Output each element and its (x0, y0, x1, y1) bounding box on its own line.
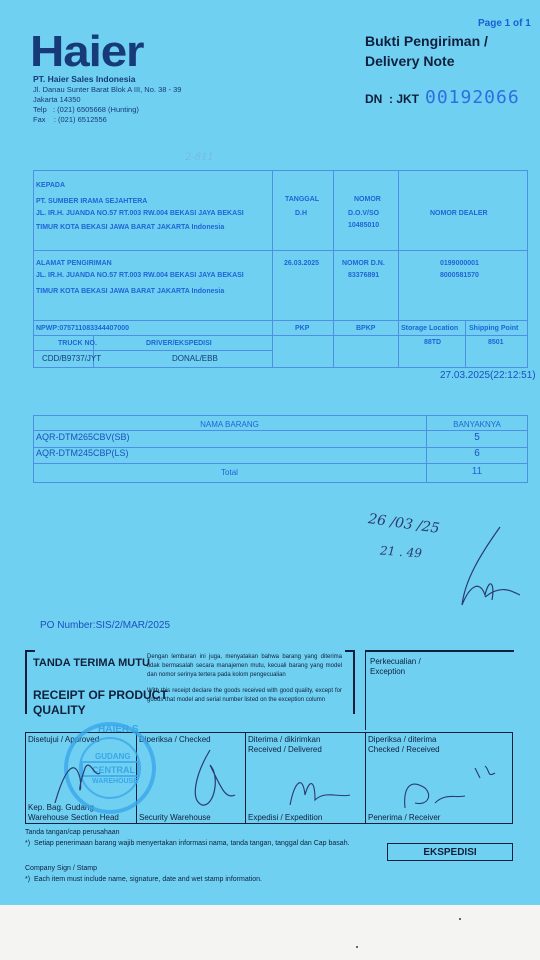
signature-cell-top-label: Diperiksa / diterima Checked / Received (368, 735, 440, 754)
signature-cell-bottom-label: Expedisi / Expedition (248, 813, 323, 822)
haier-logo: Haier (30, 27, 144, 76)
handwritten-date: 26 /03 /25 (367, 511, 441, 537)
recipient-address-1: JL. IR.H. JUANDA NO.57 RT.003 RW.004 BEKASI JAYA BEKASI (36, 210, 244, 217)
dealer-value-2: 8000581570 (440, 272, 479, 279)
shipping-point-value: 8501 (488, 339, 504, 346)
recipient-name: PT. SUMBER IRAMA SEJAHTERA (36, 198, 148, 205)
company-address-2: Jakarta 14350 (33, 95, 81, 104)
timestamp: 27.03.2025(22:12:51) (440, 370, 536, 381)
company-name: PT. Haier Sales Indonesia (33, 74, 136, 84)
stamp-text-gudang: GUDANG (95, 752, 131, 761)
nomor-label: NOMOR (354, 196, 381, 203)
nomor-value-1: D.O.V/SO (348, 210, 380, 217)
nomor-dn-value: 83376891 (348, 272, 380, 279)
scan-speck-1 (459, 918, 461, 920)
stamp-text-top: HAIER S (98, 724, 139, 735)
stamp-text-warehouse: WAREHOUSE (92, 778, 138, 785)
exception-label: Perkecualian / Exception (370, 657, 421, 676)
kepada-label: KEPADA (36, 182, 66, 189)
receipt-text-id: Dengan lembaran ini juga, menyatakan bahwa barang yang diterima tidak bermasalah secara manajemen mutu, kecuali barang yang model dan nomor serinya tertera pada kolom pengecualian (147, 654, 342, 678)
storage-location-label: Storage Location (401, 325, 459, 332)
items-total-value: 11 (471, 466, 483, 477)
items-total-label: Total (221, 468, 238, 477)
handwritten-faint-note: 2-811 (185, 152, 214, 163)
nomor-dn-label: NOMOR D.N. (342, 260, 385, 267)
recipient-address-2: TIMUR KOTA BEKASI JAWA BARAT JAKARTA Indonesia (36, 224, 225, 231)
shipping-point-label: Shipping Point (469, 325, 519, 332)
receipt-right-bracket (345, 650, 355, 714)
signature-cell-top-label: Diterima / dikirimkan Received / Delivered (248, 735, 322, 754)
stamp-text-central: CENTRAL (92, 765, 135, 775)
expedition-signature (285, 770, 355, 810)
security-signature (180, 745, 240, 815)
approver-signature (45, 748, 115, 808)
ekspedisi-box: EKSPEDISI (387, 843, 513, 861)
signature-cell-top-label: Disetujui / Approved (28, 735, 100, 744)
po-number: PO Number:SIS/2/MAR/2025 (40, 620, 171, 631)
shipping-label: ALAMAT PENGIRIMAN (36, 260, 112, 267)
note-sign-stamp-id: Tanda tangan/cap perusahaan (25, 829, 120, 836)
company-address-1: Jl. Danau Sunter Barat Blok A III, No. 38 - 39 (33, 85, 182, 94)
item-name: AQR-DTM245CBP(LS) (36, 448, 129, 458)
tanggal-value: D.H (295, 210, 308, 217)
note-requirement-id: *) Setiap penerimaan barang wajib menyertakan informasi nama, tanda tangan, tanggal dan Cap basah. (25, 840, 350, 847)
note-sign-stamp-en: Company Sign / Stamp (25, 865, 97, 872)
shipping-address-2: TIMUR KOTA BEKASI JAWA BARAT JAKARTA Indonesia (36, 288, 225, 295)
items-header-qty: BANYAKNYA (453, 420, 501, 429)
handwritten-time: 21 . 49 (379, 543, 423, 561)
driver-label: DRIVER/EKSPEDISI (146, 340, 212, 347)
truck-label: TRUCK NO. (58, 340, 97, 347)
receiver-signature (395, 758, 505, 818)
item-name: AQR-DTM265CBV(SB) (36, 432, 130, 442)
signature-cell-bottom-label: Security Warehouse (139, 813, 211, 822)
receiver-signature-large (440, 525, 530, 615)
bpkp-label: BPKP (356, 325, 376, 332)
shipping-address-1: JL. IR.H. JUANDA NO.57 RT.003 RW.004 BEKASI JAYA BEKASI (36, 272, 244, 279)
company-fax: Fax : (021) 6512556 (33, 115, 107, 124)
item-qty: 5 (474, 432, 480, 443)
note-requirement-en: *) Each item must include name, signature, date and wet stamp information. (25, 876, 262, 883)
truck-value: CDD/B9737/JYT (42, 354, 102, 363)
scan-speck-2 (356, 946, 358, 948)
driver-value: DONAL/EBB (172, 354, 218, 363)
nomor-dealer-label: NOMOR DEALER (430, 210, 488, 217)
tanggal-label: TANGGAL (285, 196, 320, 203)
page-indicator: Page 1 of 1 (478, 18, 531, 29)
dealer-value-1: 0199000001 (440, 260, 479, 267)
items-header-name: NAMA BARANG (200, 420, 259, 429)
signature-cell-bottom-label: Kep. Bag. Gudang Warehouse Section Head (28, 803, 119, 822)
item-qty: 6 (474, 448, 480, 459)
receipt-title-en-1: RECEIPT OF PRODUCT (33, 688, 168, 702)
receipt-text-en: With this receipt declare the goods received with good quality, except for goods that model and serial number listed on the exception column (147, 688, 342, 703)
company-phone: Telp : (021) 6505668 (Hunting) (33, 105, 139, 114)
dn-number: 00192066 (425, 87, 520, 108)
receipt-title-id: TANDA TERIMA MUTU (33, 657, 150, 669)
npwp: NPWP:075711083344407000 (36, 325, 130, 332)
signature-cell-top-label: Diperiksa / Checked (139, 735, 211, 744)
nomor-value-2: 10485010 (348, 222, 380, 229)
receipt-title-en-2: QUALITY (33, 703, 86, 717)
document-title-line2: Delivery Note (365, 53, 455, 69)
storage-location-value: 88TD (424, 339, 442, 346)
pkp-label: PKP (295, 325, 310, 332)
signature-cell-bottom-label: Penerima / Receiver (368, 813, 441, 822)
dn-label: DN : JKT (365, 92, 419, 106)
shipping-date: 26.03.2025 (284, 260, 320, 267)
document-title-line1: Bukti Pengiriman / (365, 33, 488, 49)
